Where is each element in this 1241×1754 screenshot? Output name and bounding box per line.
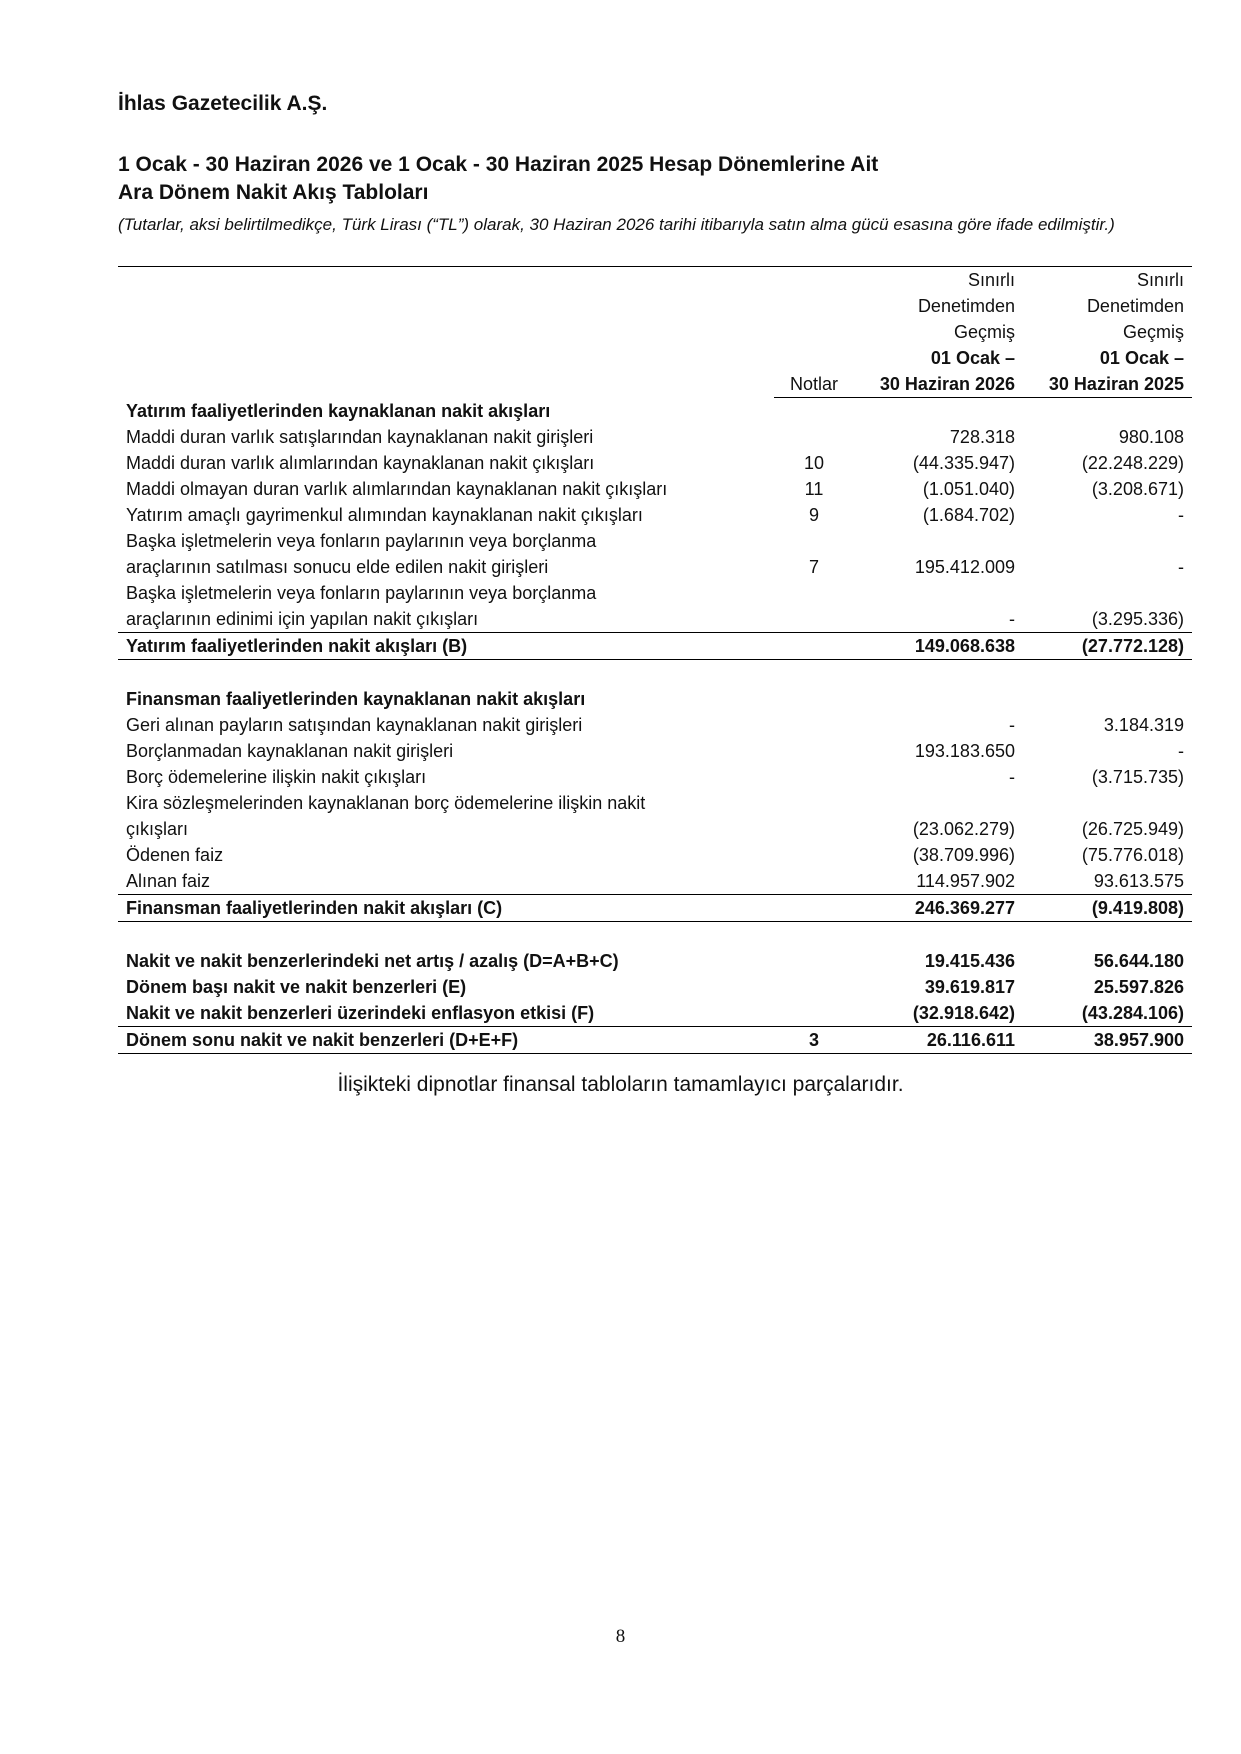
table-row — [118, 895, 1192, 922]
row-value-2026 — [854, 922, 1023, 949]
row-description: araçlarının satılması sonucu elde edilen nakit girişleri — [126, 557, 549, 577]
row-value-2026: (1.051.040) — [922, 479, 1015, 499]
page-number: 8 — [615, 1626, 626, 1647]
row-value-2025 — [1023, 922, 1192, 949]
company-name: İhlas Gazetecilik A.Ş. — [118, 92, 328, 115]
table-row — [118, 502, 1192, 528]
row-description: Yatırım amaçlı gayrimenkul alımından kaynaklanan nakit çıkışları — [126, 505, 643, 525]
statement-title-line1: 1 Ocak - 30 Haziran 2026 ve 1 Ocak - 30 Haziran 2025 Hesap Dönemlerine Ait — [118, 153, 879, 176]
row-description: Borçlanmadan kaynaklanan nakit girişleri — [126, 741, 454, 761]
header-row — [118, 293, 1192, 319]
row-value-2025: 3.184.319 — [1103, 715, 1184, 735]
table-row — [118, 686, 1192, 712]
row-value-2026 — [854, 528, 1023, 554]
table-row — [118, 948, 1192, 974]
row-note — [774, 895, 854, 922]
row-value-2025: (43.284.106) — [1081, 1003, 1184, 1023]
table-body — [118, 398, 1192, 1054]
col1-header-line: Denetimden — [917, 296, 1015, 316]
row-note — [774, 686, 854, 712]
table-row — [118, 398, 1192, 425]
row-value-2025: (3.208.671) — [1091, 479, 1184, 499]
table-row — [118, 974, 1192, 1000]
table-row — [118, 554, 1192, 580]
row-note — [774, 974, 854, 1000]
row-value-2026 — [854, 686, 1023, 712]
row-description: çıkışları — [126, 819, 189, 839]
row-value-2025: 56.644.180 — [1093, 951, 1184, 971]
col1-header-line: 01 Ocak – — [930, 348, 1015, 368]
col2-header-line: Sınırlı — [1136, 270, 1184, 290]
row-note — [774, 633, 854, 660]
row-description — [118, 922, 774, 949]
row-value-2026 — [854, 660, 1023, 687]
row-value-2025: (26.725.949) — [1081, 819, 1184, 839]
table-row — [118, 738, 1192, 764]
row-description: Ödenen faiz — [126, 845, 224, 865]
row-description — [118, 660, 774, 687]
row-value-2026: 195.412.009 — [914, 557, 1015, 577]
row-value-2025: 38.957.900 — [1023, 1027, 1192, 1054]
row-description: Yatırım faaliyetlerinden kaynaklanan nakit akışları — [126, 401, 551, 421]
table-row — [118, 764, 1192, 790]
row-description: Yatırım faaliyetlerinden nakit akışları (B) — [118, 633, 774, 660]
header-row — [118, 267, 1192, 293]
header-row — [118, 319, 1192, 345]
row-description: Finansman faaliyetlerinden nakit akışları (C) — [118, 895, 774, 922]
row-note — [774, 764, 854, 790]
row-note — [774, 948, 854, 974]
row-value-2025: (75.776.018) — [1081, 845, 1184, 865]
col2-header-line: Denetimden — [1086, 296, 1184, 316]
row-value-2026: (23.062.279) — [912, 819, 1015, 839]
row-description: Kira sözleşmelerinden kaynaklanan borç ödemelerine ilişkin nakit — [126, 793, 646, 813]
row-note — [774, 738, 854, 764]
row-note — [774, 790, 854, 816]
row-note — [774, 922, 854, 949]
row-value-2025: - — [1178, 505, 1184, 525]
row-note: 3 — [774, 1027, 854, 1054]
row-value-2025 — [1023, 660, 1192, 687]
row-note — [774, 842, 854, 868]
row-description: Dönem başı nakit ve nakit benzerleri (E) — [126, 977, 467, 997]
footnote: İlişikteki dipnotlar finansal tabloların tamamlayıcı parçalarıdır. — [337, 1073, 904, 1096]
col1-header-line: Sınırlı — [967, 270, 1015, 290]
table-row — [118, 660, 1192, 687]
row-value-2025: - — [1178, 557, 1184, 577]
row-value-2026: 728.318 — [949, 427, 1015, 447]
row-note — [774, 580, 854, 606]
statement-title-line2: Ara Dönem Nakit Akış Tabloları — [118, 181, 429, 204]
row-note — [774, 528, 854, 554]
row-description: Başka işletmelerin veya fonların paylarının veya borçlanma — [126, 583, 597, 603]
row-description: Borç ödemelerine ilişkin nakit çıkışları — [126, 767, 427, 787]
row-note — [774, 816, 854, 842]
row-note — [774, 712, 854, 738]
row-description: Geri alınan payların satışından kaynaklanan nakit girişleri — [126, 715, 583, 735]
row-note — [774, 424, 854, 450]
row-value-2026: (38.709.996) — [912, 845, 1015, 865]
table-row — [118, 868, 1192, 895]
table-row — [118, 606, 1192, 633]
row-value-2026: 193.183.650 — [914, 741, 1015, 761]
row-note — [774, 398, 854, 425]
row-value-2025 — [1023, 580, 1192, 606]
table-row — [118, 450, 1192, 476]
table-row — [118, 1000, 1192, 1027]
row-note: 9 — [808, 505, 819, 525]
row-value-2025: (9.419.808) — [1023, 895, 1192, 922]
notes-header: Notlar — [774, 371, 854, 398]
col1-header-line: Geçmiş — [953, 322, 1015, 342]
table-row — [118, 476, 1192, 502]
row-note: 7 — [808, 557, 819, 577]
table-row — [118, 424, 1192, 450]
row-description: Maddi duran varlık satışlarından kaynaklanan nakit girişleri — [126, 427, 594, 447]
row-description: araçlarının edinimi için yapılan nakit çıkışları — [126, 609, 479, 629]
statement-subtitle: (Tutarlar, aksi belirtilmedikçe, Türk Lirası (“TL”) olarak, 30 Haziran 2026 tarihi itibarıyla satın alma gücü esasına göre ifade edilmiştir.) — [118, 215, 1115, 234]
row-note — [774, 606, 854, 633]
row-value-2025 — [1023, 398, 1192, 425]
row-value-2026: (32.918.642) — [912, 1003, 1015, 1023]
row-value-2025 — [1023, 528, 1192, 554]
table-row — [118, 580, 1192, 606]
col2-header-line: Geçmiş — [1122, 322, 1184, 342]
row-value-2025 — [1023, 790, 1192, 816]
table-row — [118, 842, 1192, 868]
row-note: 11 — [804, 479, 824, 499]
table-row — [118, 528, 1192, 554]
table-row — [118, 712, 1192, 738]
row-description: Alınan faiz — [126, 871, 211, 891]
row-description: Başka işletmelerin veya fonların paylarının veya borçlanma — [126, 531, 597, 551]
row-note: 10 — [803, 453, 825, 473]
row-description: Dönem sonu nakit ve nakit benzerleri (D+E+F) — [118, 1027, 774, 1054]
row-value-2025 — [1023, 686, 1192, 712]
row-value-2025: - — [1178, 741, 1184, 761]
row-value-2026: - — [1009, 609, 1015, 629]
col2-period-header: 30 Haziran 2025 — [1023, 371, 1192, 398]
row-note — [774, 660, 854, 687]
col2-header-line: 01 Ocak – — [1099, 348, 1184, 368]
row-value-2026: 19.415.436 — [924, 951, 1015, 971]
row-value-2026: 246.369.277 — [854, 895, 1023, 922]
table-row — [118, 633, 1192, 660]
table-row — [118, 1027, 1192, 1054]
table-row — [118, 790, 1192, 816]
row-note — [774, 1000, 854, 1027]
row-value-2026: - — [1009, 715, 1015, 735]
row-value-2026: (1.684.702) — [922, 505, 1015, 525]
header-row — [118, 371, 1192, 398]
row-value-2026: 149.068.638 — [854, 633, 1023, 660]
row-value-2025: (22.248.229) — [1081, 453, 1184, 473]
row-note — [774, 868, 854, 895]
row-description: Nakit ve nakit benzerleri üzerindeki enflasyon etkisi (F) — [126, 1003, 595, 1023]
row-value-2026: - — [1009, 767, 1015, 787]
table-row — [118, 922, 1192, 949]
row-description: Maddi olmayan duran varlık alımlarından kaynaklanan nakit çıkışları — [126, 479, 668, 499]
row-value-2026: (44.335.947) — [912, 453, 1015, 473]
col1-period-header: 30 Haziran 2026 — [854, 371, 1023, 398]
row-value-2025: (3.715.735) — [1091, 767, 1184, 787]
row-description: Finansman faaliyetlerinden kaynaklanan nakit akışları — [126, 689, 586, 709]
row-value-2025: 93.613.575 — [1093, 871, 1184, 891]
header-row — [118, 345, 1192, 371]
row-value-2025: (3.295.336) — [1091, 609, 1184, 629]
row-value-2026 — [854, 790, 1023, 816]
row-value-2025: 25.597.826 — [1093, 977, 1184, 997]
row-description: Nakit ve nakit benzerlerindeki net artış / azalış (D=A+B+C) — [126, 951, 619, 971]
row-value-2025: (27.772.128) — [1023, 633, 1192, 660]
table-row — [118, 816, 1192, 842]
row-value-2025: 980.108 — [1118, 427, 1184, 447]
row-value-2026: 114.957.902 — [916, 871, 1015, 891]
row-value-2026 — [854, 398, 1023, 425]
cash-flow-table — [118, 267, 1192, 1054]
row-value-2026: 26.116.611 — [854, 1027, 1023, 1054]
row-value-2026 — [854, 580, 1023, 606]
row-value-2026: 39.619.817 — [924, 977, 1015, 997]
row-description: Maddi duran varlık alımlarından kaynaklanan nakit çıkışları — [126, 453, 595, 473]
